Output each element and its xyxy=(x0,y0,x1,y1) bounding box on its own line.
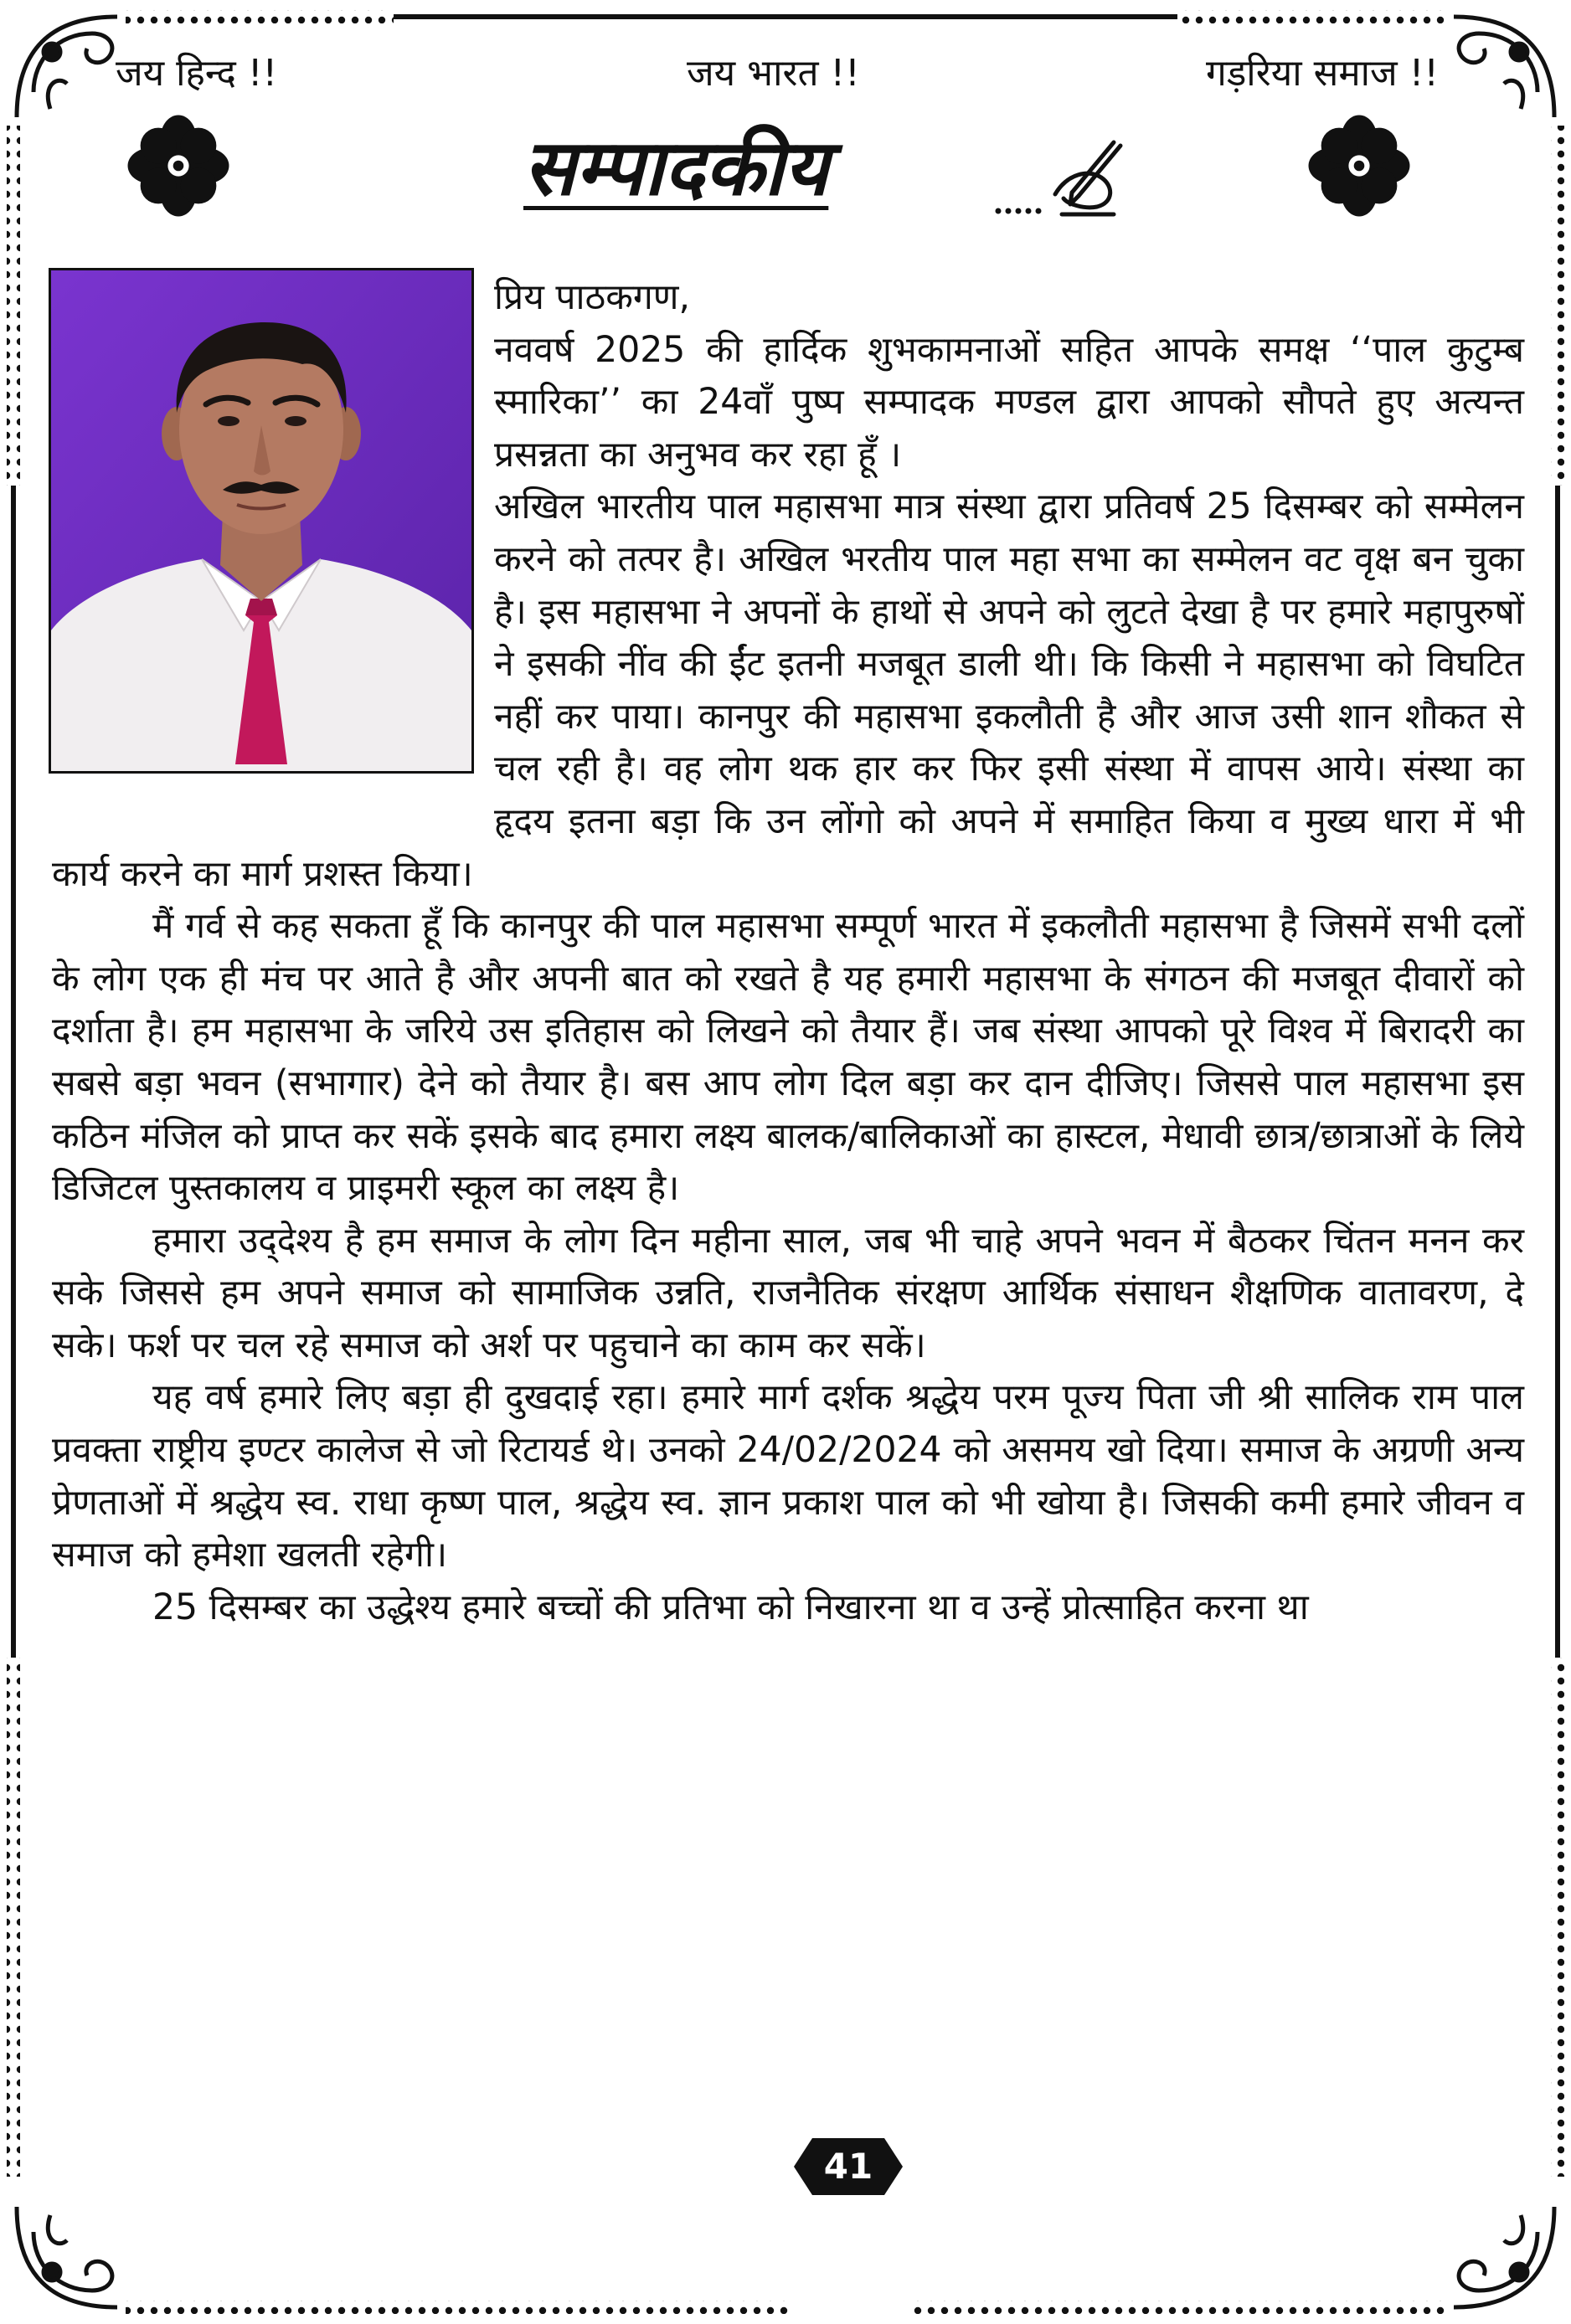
corner-ornament-top-left xyxy=(17,17,117,117)
corner-ornament-top-right xyxy=(1454,17,1554,117)
corner-ornament-bottom-left xyxy=(17,2207,117,2307)
corner-ornament-bottom-right xyxy=(1454,2207,1554,2307)
flower-icon xyxy=(126,113,231,219)
flower-icon xyxy=(1306,113,1412,219)
slogan-jai-bharat: जय भारत !! xyxy=(687,52,860,95)
slogan-gadariya-samaj: गड़रिया समाज !! xyxy=(1206,52,1439,95)
paragraph: हमारा उद्‌देश्य है हम समाज के लोग दिन महीना साल, जब भी चाहे अपने भवन में बैठकर चिंतन मनन कर सके जिससे हम अपने समाज को सामाजिक उन्नति, राजनैतिक संरक्षण आर्थिक संसाधन शैक्षणिक वातावरण, दे सके। फर्श पर चल रहे समाज को अर्श पर पहुचाने का काम कर सकें। xyxy=(52,1220,1524,1366)
greeting: प्रिय पाठकगण, xyxy=(494,277,690,318)
paragraph: मैं गर्व से कह सकता हूँ कि कानपुर की पाल महासभा सम्पूर्ण भारत में इकलौती महासभा है जिसमें सभी दलों के लोग एक ही मंच पर आते है और अपनी बात को रखते है यह हमारी महासभा के संगठन की मजबूत दीवारों को दर्शाता है। हम महासभा के जरिये उस इतिहास को लिखने को तैयार हैं। जब संस्था आपको पूरे विश्व में बिरादरी का सबसे बड़ा भवन (सभागार) देने को तैयार है। बस आप लोग दिल बड़ा कर दान दीजिए। जिससे पाल महासभा इस कठिन मंजिल को प्राप्त कर सकें इसके बाद हमारा लक्ष्य बालक/बालिकाओं का हास्टल, मेधावी छात्र/छात्राओं के लिये डिजिटल पुस्तकालय व प्राइमरी स्कूल का लक्ष्य है। xyxy=(52,906,1524,1210)
editorial-body xyxy=(52,272,1524,1634)
paragraph: अखिल भारतीय पाल महासभा मात्र संस्था द्वारा प्रतिवर्ष 25 दिसम्बर को सम्मेलन करने को तत्पर है। अखिल भरतीय पाल महा सभा का सम्मेलन वट वृक्ष बन चुका है। इस महासभा ने अपनों के हाथों से अपने को लुटते देखा है पर हमारे महापुरुषों ने इसकी नींव की ईंट इतनी मजबूत डाली थी। कि किसी ने महासभा को विघटित नहीं कर पाया। कानपुर की महासभा इकलौती है और आज उसी शान शौकत से चल रही है। वह लोग थक हार कर फिर इसी संस्था में वापस आये। संस्था का हृदय इतना बड़ा कि उन लोंगो को अपने में समाहित किया व मुख्य धारा में भी कार्य करने का मार्ग प्रशस्त किया। xyxy=(52,486,1524,895)
paragraph: यह वर्ष हमारे लिए बड़ा ही दुखदाई रहा। हमारे मार्ग दर्शक श्रद्धेय परम पूज्य पिता जी श्री सालिक राम पाल प्रवक्ता राष्ट्रीय इण्टर कालेज से जो रिटायर्ड थे। उनको 24/02/2024 को असमय खो दिया। समाज के अग्रणी अन्य प्रेणताओं में श्रद्धेय स्व. राधा कृष्ण पाल, श्रद्धेय स्व. ज्ञान प्रकाश पाल को भी खोया है। जिसकी कमी हमारे जीवन व समाज को हमेशा खलती रहेगी। xyxy=(52,1377,1524,1576)
page-number: 41 xyxy=(823,2146,873,2187)
page-number-badge xyxy=(794,2135,903,2198)
slogan-jai-hind: जय हिन्द !! xyxy=(116,52,278,95)
page-title: सम्पादकीय xyxy=(523,122,829,213)
writing-pen-icon xyxy=(988,127,1156,228)
paragraph: 25 दिसम्बर का उद्धेश्य हमारे बच्चों की प्रतिभा को निखारना था व उन्हें प्रोत्साहित करना था xyxy=(152,1586,1309,1628)
paragraph: नववर्ष 2025 की हार्दिक शुभकामनाओं सहित आपके समक्ष ‘‘पाल कुटुम्ब स्मारिका’’ का 24वाँ पुष्प सम्पादक मण्डल द्वारा आपको सौपते हुए अत्यन्त प्रसन्नता का अनुभव कर रहा हूँ । xyxy=(494,329,1524,476)
photo-float-spacer xyxy=(52,272,494,835)
